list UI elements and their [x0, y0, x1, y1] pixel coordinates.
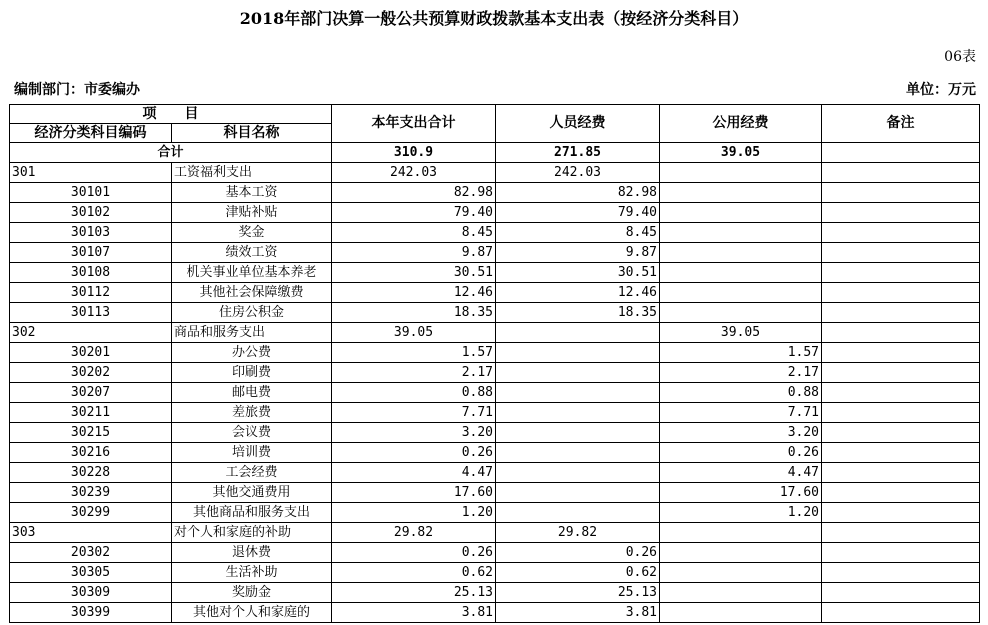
row-total: 29.82 [332, 523, 496, 543]
row-total: 12.46 [332, 283, 496, 303]
row-personnel [496, 423, 660, 443]
row-remark [822, 523, 980, 543]
row-public: 3.20 [660, 423, 822, 443]
header-public: 公用经费 [660, 105, 822, 143]
table-group-row [10, 323, 980, 343]
row-public: 17.60 [660, 483, 822, 503]
row-name: 会议费 [172, 423, 332, 443]
row-personnel [496, 343, 660, 363]
row-public: 7.71 [660, 403, 822, 423]
row-public [660, 303, 822, 323]
table-row [10, 563, 980, 583]
row-remark [822, 243, 980, 263]
row-code: 30207 [10, 383, 172, 403]
row-name: 津贴补贴 [172, 203, 332, 223]
row-name: 培训费 [172, 443, 332, 463]
row-remark [822, 603, 980, 623]
row-code: 30103 [10, 223, 172, 243]
row-personnel: 0.62 [496, 563, 660, 583]
row-name: 工会经费 [172, 463, 332, 483]
table-row [10, 543, 980, 563]
row-name: 工资福利支出 [172, 163, 332, 183]
row-name: 其他交通费用 [172, 483, 332, 503]
row-personnel [496, 463, 660, 483]
row-public [660, 223, 822, 243]
row-code: 30108 [10, 263, 172, 283]
table-row [10, 503, 980, 523]
row-total: 30.51 [332, 263, 496, 283]
row-public: 1.20 [660, 503, 822, 523]
table-row [10, 363, 980, 383]
row-personnel: 3.81 [496, 603, 660, 623]
total-personnel: 271.85 [496, 143, 660, 163]
row-personnel [496, 363, 660, 383]
total-remark [822, 143, 980, 163]
row-total: 2.17 [332, 363, 496, 383]
row-public [660, 583, 822, 603]
row-total: 25.13 [332, 583, 496, 603]
row-personnel: 79.40 [496, 203, 660, 223]
table-row [10, 343, 980, 363]
row-total: 3.81 [332, 603, 496, 623]
row-name: 奖金 [172, 223, 332, 243]
row-personnel [496, 383, 660, 403]
row-personnel: 9.87 [496, 243, 660, 263]
row-total: 7.71 [332, 403, 496, 423]
row-total: 8.45 [332, 223, 496, 243]
row-code: 30211 [10, 403, 172, 423]
row-total: 39.05 [332, 323, 496, 343]
row-personnel: 29.82 [496, 523, 660, 543]
table-row [10, 303, 980, 323]
row-remark [822, 563, 980, 583]
row-personnel: 18.35 [496, 303, 660, 323]
total-amount: 310.9 [332, 143, 496, 163]
table-row [10, 383, 980, 403]
row-personnel [496, 403, 660, 423]
row-public [660, 183, 822, 203]
row-total: 4.47 [332, 463, 496, 483]
total-label: 合计 [10, 143, 332, 163]
row-name: 生活补助 [172, 563, 332, 583]
row-code: 30202 [10, 363, 172, 383]
table-row [10, 243, 980, 263]
row-public [660, 543, 822, 563]
row-name: 对个人和家庭的补助 [172, 523, 332, 543]
row-code: 303 [10, 523, 172, 543]
table-row [10, 423, 980, 443]
table-row [10, 203, 980, 223]
total-public: 39.05 [660, 143, 822, 163]
row-total: 1.20 [332, 503, 496, 523]
header-name: 科目名称 [172, 124, 332, 143]
row-remark [822, 203, 980, 223]
row-public [660, 263, 822, 283]
table-row [10, 463, 980, 483]
table-row [10, 583, 980, 603]
row-personnel: 12.46 [496, 283, 660, 303]
row-name: 其他商品和服务支出 [172, 503, 332, 523]
row-code: 302 [10, 323, 172, 343]
row-public [660, 283, 822, 303]
row-remark [822, 543, 980, 563]
table-row [10, 403, 980, 423]
row-code: 30201 [10, 343, 172, 363]
row-public: 0.26 [660, 443, 822, 463]
row-name: 住房公积金 [172, 303, 332, 323]
row-remark [822, 223, 980, 243]
row-public [660, 523, 822, 543]
row-total: 17.60 [332, 483, 496, 503]
row-code: 301 [10, 163, 172, 183]
header-total: 本年支出合计 [332, 105, 496, 143]
row-personnel: 8.45 [496, 223, 660, 243]
header-remark: 备注 [822, 105, 980, 143]
row-total: 79.40 [332, 203, 496, 223]
row-total: 3.20 [332, 423, 496, 443]
row-remark [822, 403, 980, 423]
row-name: 办公费 [172, 343, 332, 363]
row-name: 奖励金 [172, 583, 332, 603]
row-code: 30215 [10, 423, 172, 443]
row-total: 0.26 [332, 443, 496, 463]
row-code: 30228 [10, 463, 172, 483]
table-group-row [10, 163, 980, 183]
table-row [10, 183, 980, 203]
table-group-row [10, 523, 980, 543]
row-remark [822, 283, 980, 303]
row-remark [822, 443, 980, 463]
row-public [660, 243, 822, 263]
row-total: 0.88 [332, 383, 496, 403]
unit-label: 单位：万元 [906, 82, 976, 98]
row-name: 印刷费 [172, 363, 332, 383]
row-public: 1.57 [660, 343, 822, 363]
row-total: 9.87 [332, 243, 496, 263]
header-personnel: 人员经费 [496, 105, 660, 143]
row-remark [822, 263, 980, 283]
row-public [660, 203, 822, 223]
row-remark [822, 383, 980, 403]
row-remark [822, 183, 980, 203]
row-total: 0.26 [332, 543, 496, 563]
table-row [10, 223, 980, 243]
row-name: 绩效工资 [172, 243, 332, 263]
table-row [10, 283, 980, 303]
row-code: 30107 [10, 243, 172, 263]
row-remark [822, 423, 980, 443]
row-name: 商品和服务支出 [172, 323, 332, 343]
row-code: 30216 [10, 443, 172, 463]
row-public [660, 603, 822, 623]
row-code: 30239 [10, 483, 172, 503]
row-personnel: 25.13 [496, 583, 660, 603]
row-name: 其他社会保障缴费 [172, 283, 332, 303]
total-row [10, 143, 980, 163]
row-total: 1.57 [332, 343, 496, 363]
row-public: 2.17 [660, 363, 822, 383]
row-total: 82.98 [332, 183, 496, 203]
row-remark [822, 363, 980, 383]
row-personnel [496, 443, 660, 463]
row-public: 39.05 [660, 323, 822, 343]
row-code: 30309 [10, 583, 172, 603]
row-personnel [496, 323, 660, 343]
row-code: 30305 [10, 563, 172, 583]
row-remark [822, 343, 980, 363]
header-item: 项 目 [10, 105, 332, 124]
row-code: 30101 [10, 183, 172, 203]
department-label: 编制部门：市委编办 [14, 82, 140, 98]
expenditure-table [9, 104, 980, 623]
row-public [660, 563, 822, 583]
table-row [10, 263, 980, 283]
row-code: 30399 [10, 603, 172, 623]
row-personnel [496, 483, 660, 503]
row-remark [822, 163, 980, 183]
row-name: 基本工资 [172, 183, 332, 203]
table-row [10, 603, 980, 623]
report-title: 2018年部门决算一般公共预算财政拨款基本支出表（按经济分类科目） [239, 9, 749, 28]
header-code: 经济分类科目编码 [10, 124, 172, 143]
row-name: 其他对个人和家庭的 [172, 603, 332, 623]
row-remark [822, 463, 980, 483]
row-remark [822, 303, 980, 323]
row-code: 30113 [10, 303, 172, 323]
row-code: 30102 [10, 203, 172, 223]
row-personnel: 30.51 [496, 263, 660, 283]
row-remark [822, 323, 980, 343]
table-row [10, 443, 980, 463]
row-remark [822, 483, 980, 503]
row-personnel [496, 503, 660, 523]
row-personnel: 0.26 [496, 543, 660, 563]
row-personnel: 82.98 [496, 183, 660, 203]
row-code: 30112 [10, 283, 172, 303]
row-public: 4.47 [660, 463, 822, 483]
row-remark [822, 583, 980, 603]
row-code: 30299 [10, 503, 172, 523]
row-total: 242.03 [332, 163, 496, 183]
row-remark [822, 503, 980, 523]
row-personnel: 242.03 [496, 163, 660, 183]
row-total: 0.62 [332, 563, 496, 583]
row-public: 0.88 [660, 383, 822, 403]
table-number: 06表 [944, 49, 976, 65]
row-name: 差旅费 [172, 403, 332, 423]
row-public [660, 163, 822, 183]
table-row [10, 483, 980, 503]
row-name: 机关事业单位基本养老 [172, 263, 332, 283]
row-name: 邮电费 [172, 383, 332, 403]
row-name: 退休费 [172, 543, 332, 563]
row-code: 20302 [10, 543, 172, 563]
row-total: 18.35 [332, 303, 496, 323]
